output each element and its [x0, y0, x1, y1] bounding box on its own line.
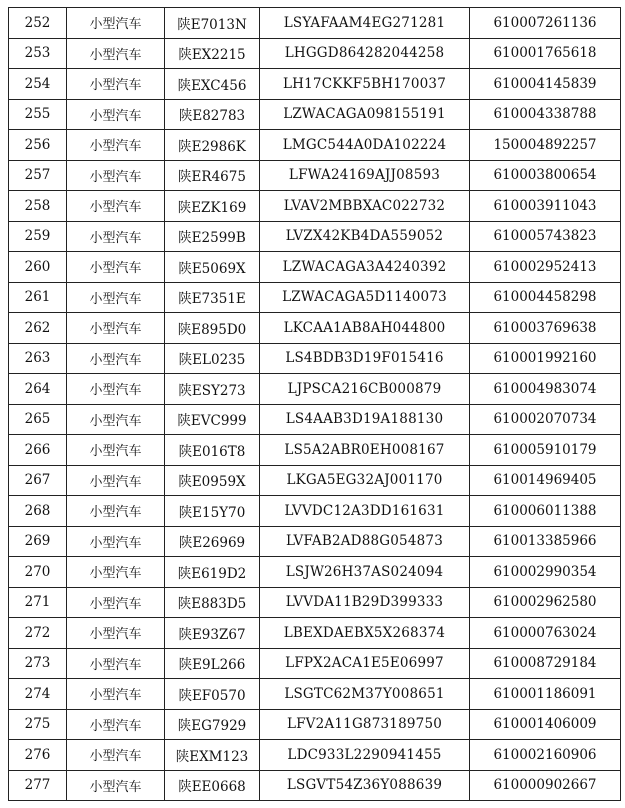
plate-number-cell: 陕E26969 [165, 526, 260, 557]
record-id-cell: 610014969405 [470, 465, 621, 496]
row-number-cell: 269 [9, 526, 67, 557]
row-number-cell: 270 [9, 557, 67, 588]
table-row [9, 618, 621, 649]
plate-number-cell: 陕ESY273 [165, 374, 260, 405]
record-id-cell: 610004145839 [470, 69, 621, 100]
row-number-cell: 274 [9, 679, 67, 710]
vin-cell: LVZX42KB4DA559052 [260, 221, 470, 252]
vehicle-type-cell: 小型汽车 [67, 130, 165, 161]
vin-cell: LFWA24169AJJ08593 [260, 160, 470, 191]
row-number-cell: 272 [9, 618, 67, 649]
vin-cell: LH17CKKF5BH170037 [260, 69, 470, 100]
table-row [9, 557, 621, 588]
table-row [9, 709, 621, 740]
record-id-cell: 610006011388 [470, 496, 621, 527]
vehicle-type-cell: 小型汽车 [67, 69, 165, 100]
row-number-cell: 267 [9, 465, 67, 496]
record-id-cell: 610005743823 [470, 221, 621, 252]
table-row [9, 404, 621, 435]
record-id-cell: 610013385966 [470, 526, 621, 557]
plate-number-cell: 陕E82783 [165, 99, 260, 130]
record-id-cell: 610001406009 [470, 709, 621, 740]
plate-number-cell: 陕EE0668 [165, 770, 260, 801]
vehicle-type-cell: 小型汽车 [67, 404, 165, 435]
vehicle-type-cell: 小型汽车 [67, 282, 165, 313]
vehicle-type-cell: 小型汽车 [67, 526, 165, 557]
plate-number-cell: 陕E5069X [165, 252, 260, 283]
table-row [9, 130, 621, 161]
vin-cell: LS5A2ABR0EH008167 [260, 435, 470, 466]
table-row [9, 435, 621, 466]
vehicle-type-cell: 小型汽车 [67, 313, 165, 344]
row-number-cell: 275 [9, 709, 67, 740]
plate-number-cell: 陕EL0235 [165, 343, 260, 374]
table-row [9, 496, 621, 527]
record-id-cell: 610001765618 [470, 38, 621, 69]
row-number-cell: 271 [9, 587, 67, 618]
row-number-cell: 263 [9, 343, 67, 374]
plate-number-cell: 陕E7351E [165, 282, 260, 313]
record-id-cell: 610000902667 [470, 770, 621, 801]
vehicle-type-cell: 小型汽车 [67, 557, 165, 588]
table-row [9, 313, 621, 344]
vehicle-type-cell: 小型汽车 [67, 374, 165, 405]
plate-number-cell: 陕EVC999 [165, 404, 260, 435]
vin-cell: LSJW26H37AS024094 [260, 557, 470, 588]
row-number-cell: 268 [9, 496, 67, 527]
plate-number-cell: 陕EG7929 [165, 709, 260, 740]
vehicle-table [8, 7, 621, 801]
vehicle-type-cell: 小型汽车 [67, 38, 165, 69]
record-id-cell: 610007261136 [470, 8, 621, 39]
vehicle-type-cell: 小型汽车 [67, 740, 165, 771]
row-number-cell: 266 [9, 435, 67, 466]
plate-number-cell: 陕E016T8 [165, 435, 260, 466]
vin-cell: LFPX2ACA1E5E06997 [260, 648, 470, 679]
plate-number-cell: 陕EXC456 [165, 69, 260, 100]
vin-cell: LFV2A11G873189750 [260, 709, 470, 740]
record-id-cell: 610005910179 [470, 435, 621, 466]
vehicle-type-cell: 小型汽车 [67, 252, 165, 283]
vehicle-type-cell: 小型汽车 [67, 770, 165, 801]
plate-number-cell: 陕E0959X [165, 465, 260, 496]
plate-number-cell: 陕EZK169 [165, 191, 260, 222]
record-id-cell: 150004892257 [470, 130, 621, 161]
vin-cell: LSYAFAAM4EG271281 [260, 8, 470, 39]
record-id-cell: 610001992160 [470, 343, 621, 374]
document-page [8, 7, 621, 801]
table-row [9, 38, 621, 69]
plate-number-cell: 陕EX2215 [165, 38, 260, 69]
vin-cell: LVFAB2AD88G054873 [260, 526, 470, 557]
vehicle-type-cell: 小型汽车 [67, 8, 165, 39]
record-id-cell: 610003800654 [470, 160, 621, 191]
record-id-cell: 610002962580 [470, 587, 621, 618]
table-row [9, 740, 621, 771]
table-body [9, 8, 621, 801]
record-id-cell: 610000763024 [470, 618, 621, 649]
plate-number-cell: 陕EXM123 [165, 740, 260, 771]
row-number-cell: 259 [9, 221, 67, 252]
plate-number-cell: 陕E93Z67 [165, 618, 260, 649]
row-number-cell: 261 [9, 282, 67, 313]
vin-cell: LVVDC12A3DD161631 [260, 496, 470, 527]
vin-cell: LMGC544A0DA102224 [260, 130, 470, 161]
row-number-cell: 255 [9, 99, 67, 130]
record-id-cell: 610002990354 [470, 557, 621, 588]
vehicle-type-cell: 小型汽车 [67, 496, 165, 527]
record-id-cell: 610008729184 [470, 648, 621, 679]
vin-cell: LJPSCA216CB000879 [260, 374, 470, 405]
vehicle-type-cell: 小型汽车 [67, 160, 165, 191]
vehicle-type-cell: 小型汽车 [67, 191, 165, 222]
table-row [9, 770, 621, 801]
vehicle-type-cell: 小型汽车 [67, 221, 165, 252]
table-row [9, 374, 621, 405]
table-row [9, 587, 621, 618]
plate-number-cell: 陕E619D2 [165, 557, 260, 588]
record-id-cell: 610004983074 [470, 374, 621, 405]
table-row [9, 221, 621, 252]
row-number-cell: 276 [9, 740, 67, 771]
row-number-cell: 262 [9, 313, 67, 344]
vin-cell: LS4BDB3D19F015416 [260, 343, 470, 374]
record-id-cell: 610004338788 [470, 99, 621, 130]
vehicle-type-cell: 小型汽车 [67, 343, 165, 374]
vin-cell: LKCAA1AB8AH044800 [260, 313, 470, 344]
row-number-cell: 256 [9, 130, 67, 161]
row-number-cell: 258 [9, 191, 67, 222]
table-row [9, 69, 621, 100]
row-number-cell: 260 [9, 252, 67, 283]
table-row [9, 679, 621, 710]
vin-cell: LSGVT54Z36Y088639 [260, 770, 470, 801]
row-number-cell: 264 [9, 374, 67, 405]
vehicle-type-cell: 小型汽车 [67, 435, 165, 466]
vin-cell: LVAV2MBBXAC022732 [260, 191, 470, 222]
table-row [9, 160, 621, 191]
record-id-cell: 610002952413 [470, 252, 621, 283]
vin-cell: LS4AAB3D19A188130 [260, 404, 470, 435]
table-row [9, 191, 621, 222]
vehicle-type-cell: 小型汽车 [67, 99, 165, 130]
vin-cell: LZWACAGA098155191 [260, 99, 470, 130]
vin-cell: LKGA5EG32AJ001170 [260, 465, 470, 496]
table-row [9, 648, 621, 679]
row-number-cell: 257 [9, 160, 67, 191]
plate-number-cell: 陕E9L266 [165, 648, 260, 679]
table-row [9, 282, 621, 313]
vin-cell: LBEXDAEBX5X268374 [260, 618, 470, 649]
table-row [9, 526, 621, 557]
row-number-cell: 253 [9, 38, 67, 69]
record-id-cell: 610001186091 [470, 679, 621, 710]
plate-number-cell: 陕E883D5 [165, 587, 260, 618]
vin-cell: LVVDA11B29D399333 [260, 587, 470, 618]
vehicle-type-cell: 小型汽车 [67, 587, 165, 618]
record-id-cell: 610004458298 [470, 282, 621, 313]
vin-cell: LZWACAGA5D1140073 [260, 282, 470, 313]
table-row [9, 465, 621, 496]
table-row [9, 252, 621, 283]
plate-number-cell: 陕E2599B [165, 221, 260, 252]
row-number-cell: 252 [9, 8, 67, 39]
vin-cell: LDC933L2290941455 [260, 740, 470, 771]
row-number-cell: 277 [9, 770, 67, 801]
table-row [9, 8, 621, 39]
vin-cell: LHGGD864282044258 [260, 38, 470, 69]
plate-number-cell: 陕E895D0 [165, 313, 260, 344]
vehicle-type-cell: 小型汽车 [67, 709, 165, 740]
vin-cell: LZWACAGA3A4240392 [260, 252, 470, 283]
record-id-cell: 610002070734 [470, 404, 621, 435]
row-number-cell: 273 [9, 648, 67, 679]
record-id-cell: 610002160906 [470, 740, 621, 771]
vehicle-type-cell: 小型汽车 [67, 465, 165, 496]
plate-number-cell: 陕ER4675 [165, 160, 260, 191]
plate-number-cell: 陕E15Y70 [165, 496, 260, 527]
row-number-cell: 254 [9, 69, 67, 100]
vehicle-type-cell: 小型汽车 [67, 679, 165, 710]
vehicle-type-cell: 小型汽车 [67, 618, 165, 649]
table-row [9, 99, 621, 130]
plate-number-cell: 陕E2986K [165, 130, 260, 161]
plate-number-cell: 陕EF0570 [165, 679, 260, 710]
table-row [9, 343, 621, 374]
record-id-cell: 610003769638 [470, 313, 621, 344]
vin-cell: LSGTC62M37Y008651 [260, 679, 470, 710]
row-number-cell: 265 [9, 404, 67, 435]
record-id-cell: 610003911043 [470, 191, 621, 222]
vehicle-type-cell: 小型汽车 [67, 648, 165, 679]
plate-number-cell: 陕E7013N [165, 8, 260, 39]
